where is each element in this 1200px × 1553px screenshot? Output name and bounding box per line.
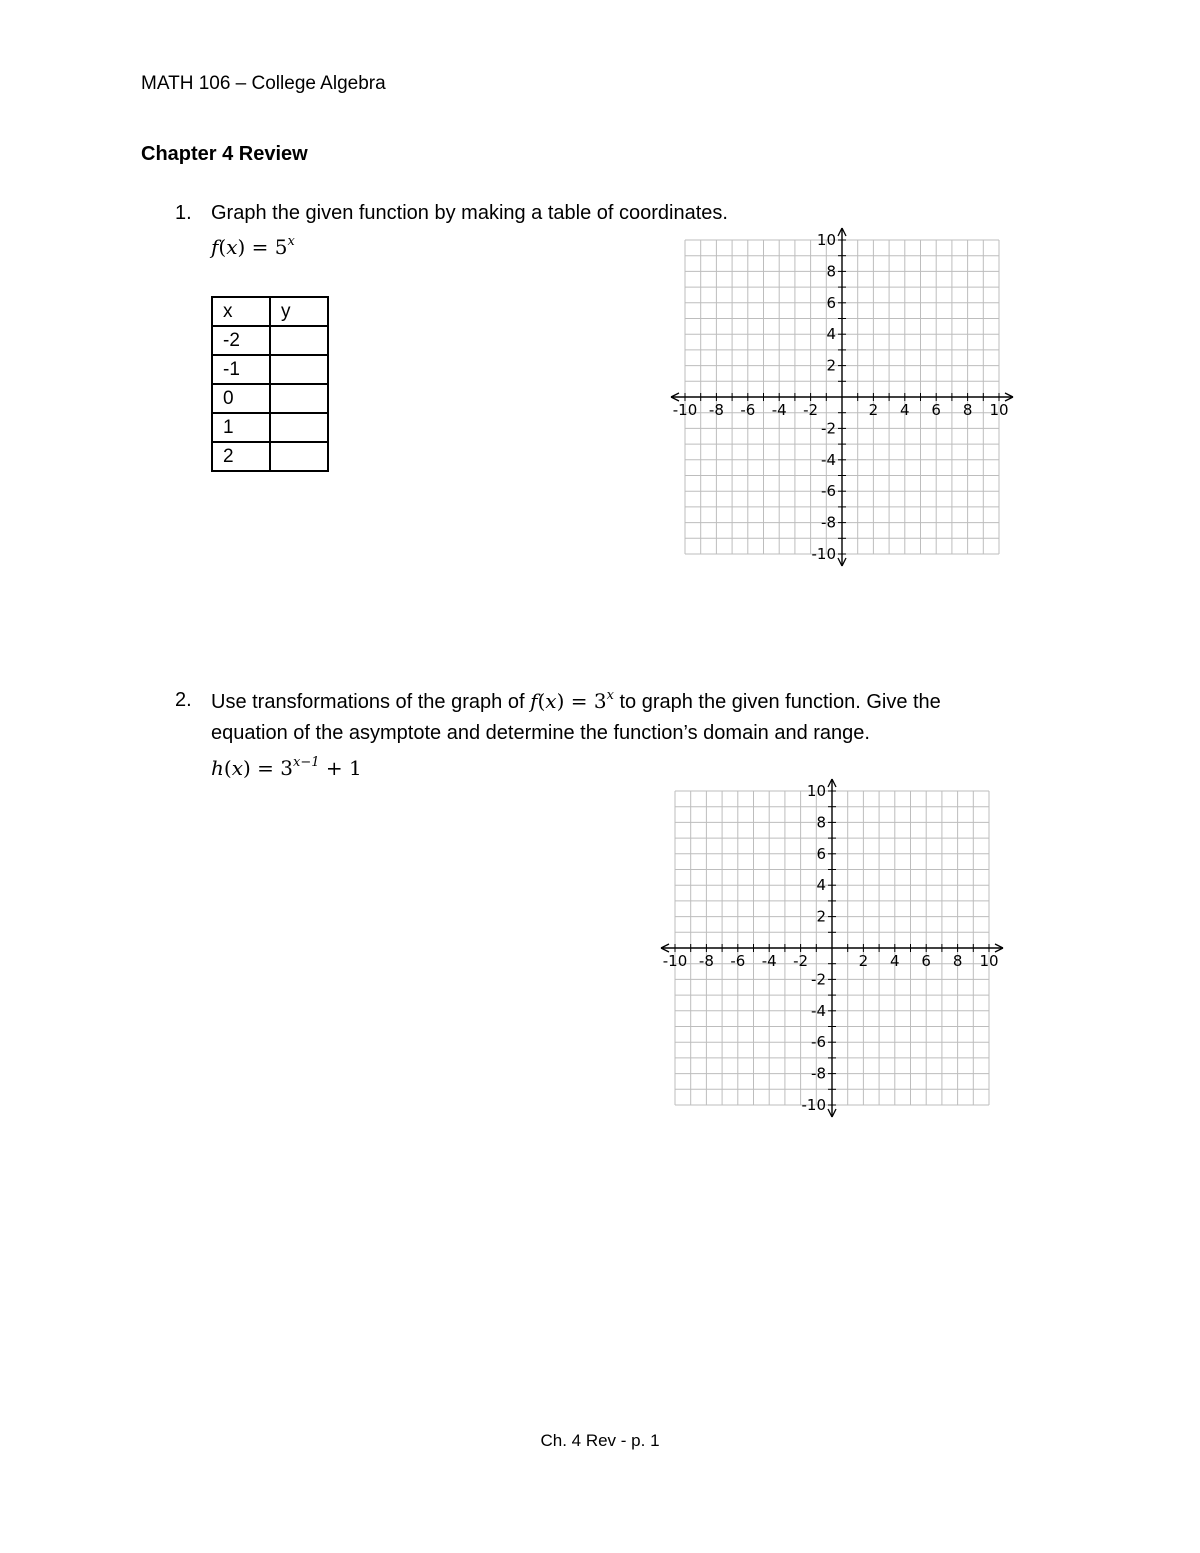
question-1-number: 1.: [175, 202, 192, 224]
table-cell-x: 1: [212, 413, 270, 442]
table-cell-x: 0: [212, 384, 270, 413]
question-2-line-1: [211, 689, 941, 714]
question-2-parent-function: $f(x) = 3^x$: [530, 688, 614, 713]
coordinate-grid-1: [660, 222, 1030, 574]
x-tick-label: 2: [858, 952, 869, 970]
y-tick-label: -4: [811, 1001, 826, 1020]
y-tick-label: -8: [821, 513, 836, 532]
y-tick-label: 6: [826, 293, 836, 312]
x-tick-label: 4: [900, 401, 910, 419]
y-tick-label: 10: [806, 782, 826, 800]
table-row: [212, 355, 328, 384]
y-tick-label: -8: [811, 1064, 826, 1083]
question-1-function: $f(x) = 5^x$: [211, 234, 295, 259]
x-tick-label: -2: [793, 952, 809, 970]
x-tick-label: 8: [952, 952, 963, 970]
page-footer: Ch. 4 Rev - p. 1: [540, 1431, 660, 1450]
table-cell-x: -1: [212, 355, 270, 384]
y-tick-label: -2: [821, 419, 836, 438]
y-tick-label: 4: [826, 325, 836, 344]
y-tick-label: 10: [816, 231, 836, 249]
y-tick-label: 2: [816, 907, 826, 926]
table-row: [212, 413, 328, 442]
y-tick-label: -6: [821, 482, 836, 501]
table-row: [212, 442, 328, 471]
x-tick-label: -2: [803, 401, 819, 419]
x-tick-label: 6: [931, 401, 941, 419]
y-tick-label: -10: [801, 1096, 826, 1114]
y-tick-label: 2: [826, 356, 836, 375]
x-tick-label: 2: [868, 401, 879, 419]
table-cell-y[interactable]: [270, 326, 328, 355]
x-tick-label: -4: [771, 401, 787, 419]
y-tick-label: 4: [816, 876, 826, 895]
table-header-x: x: [212, 297, 270, 326]
table-cell-y[interactable]: [270, 413, 328, 442]
coordinate-grid-2: [650, 770, 1020, 1126]
x-tick-label: 10: [989, 401, 1009, 419]
x-tick-label: 6: [921, 952, 931, 970]
x-tick-label: -6: [740, 401, 756, 419]
x-tick-label: -8: [698, 952, 714, 970]
question-2-number: 2.: [175, 689, 192, 711]
question-1-text: Graph the given function by making a table of coordinates.: [211, 202, 728, 224]
x-tick-label: 8: [962, 401, 973, 419]
table-row: [212, 384, 328, 413]
x-tick-label: -10: [662, 952, 688, 970]
y-tick-label: -4: [821, 450, 836, 469]
table-cell-x: 2: [212, 442, 270, 471]
question-2-suffix: to graph the given function. Give the: [613, 691, 941, 713]
x-tick-label: -10: [672, 401, 698, 419]
x-tick-label: -4: [761, 952, 777, 970]
table-header-row: [212, 297, 328, 326]
table-cell-y[interactable]: [270, 442, 328, 471]
question-2-line-2: equation of the asymptote and determine the function’s domain and range.: [211, 722, 870, 744]
y-tick-label: -6: [811, 1033, 826, 1052]
y-tick-label: -10: [811, 545, 836, 563]
course-title: MATH 106 – College Algebra: [141, 73, 386, 94]
question-2-function: $h(x) = 3^{x-1} + 1$: [211, 755, 362, 780]
y-tick-label: 8: [816, 813, 826, 832]
x-tick-label: 10: [979, 952, 999, 970]
y-tick-label: -2: [811, 970, 826, 989]
table-cell-y[interactable]: [270, 355, 328, 384]
table-cell-y[interactable]: [270, 384, 328, 413]
table-header-y: y: [270, 297, 328, 326]
coordinates-table: [211, 296, 329, 472]
x-tick-label: 4: [890, 952, 900, 970]
x-tick-label: -6: [730, 952, 746, 970]
chapter-title: Chapter 4 Review: [141, 143, 308, 165]
x-tick-label: -8: [708, 401, 724, 419]
table-row: [212, 326, 328, 355]
table-cell-x: -2: [212, 326, 270, 355]
question-2-prefix: Use transformations of the graph of: [211, 691, 531, 713]
y-tick-label: 6: [816, 844, 826, 863]
y-tick-label: 8: [826, 262, 836, 281]
